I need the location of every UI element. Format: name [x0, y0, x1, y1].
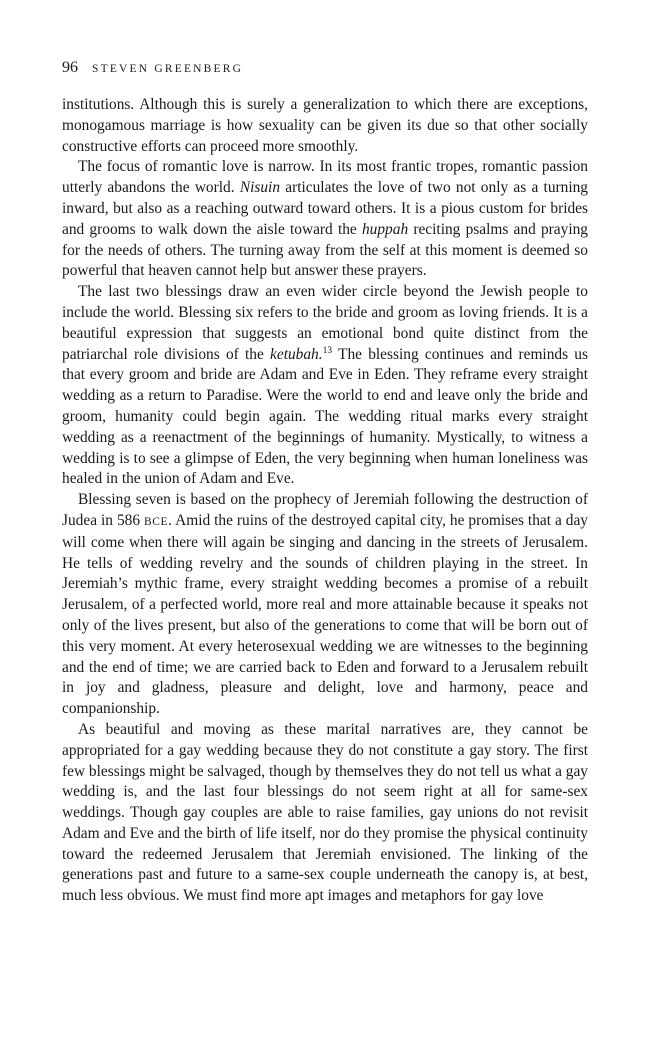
running-head-author: STEVEN GREENBERG	[92, 63, 244, 75]
body-text	[62, 95, 588, 907]
text-run: reciting psalms and praying for the needs of others. The turning away from the self at this moment is deemed so powerful that heaven cannot help but answer these prayers.	[62, 220, 588, 280]
text-run: . Amid the ruins of the destroyed capital city, he promises that a day will come when there will again be singing and dancing in the streets of Jerusalem. He tells of wedding revelry and the sounds of children playing in the street. In Jeremiah’s mythic frame, every straight wedding becomes a promise of a rebuilt Jerusalem, of a perfected world, more real and more attainable because it speaks not only of the lives present, but also of the generations to come that will be born out of this very moment. At every heterosexual wedding we are witnesses to the beginning and the end of time; we are carried back to Eden and forward to a Jerusalem rebuilt in joy and gladness, pleasure and delight, love and harmony, peace and companionship.	[62, 511, 588, 718]
text-run: The focus of romantic love is narrow. In its most frantic tropes, romantic passion utterly abandons the world.	[62, 158, 588, 197]
footnote-marker: 13	[322, 345, 333, 356]
paragraph	[62, 282, 588, 490]
text-run: The last two blessings draw an even wider circle beyond the Jewish people to include the world. Blessing six refers to the bride and groom as loving friends. It is a beautiful expression that suggests an emotional bond quite distinct from the patriarchal role divisions of the	[62, 283, 588, 363]
paragraph	[62, 95, 588, 157]
text-run: As beautiful and moving as these marital narratives are, they cannot be appropriated for a gay wedding because they do not constitute a gay story. The first few blessings might be salvaged, though by themselves they do not tell us what a gay wedding is, and the last four blessings do not seem right at all for same-sex weddings. Though gay couples are able to raise families, gay unions do not revisit Adam and Eve and the birth of life itself, nor do they promise the physical continuity toward the redeemed Jerusalem that Jeremiah envisioned. The linking of the generations past and future to a same-sex couple underneath the canopy is, at best, much less obvious. We must find more apt images and metaphors for gay love	[62, 720, 588, 905]
paragraph	[62, 157, 588, 282]
text-run: institutions. Although this is surely a generalization to which there are exceptions, monogamous marriage is how sexuality can be given its due so that other socially constructive efforts can proceed more smoothly.	[62, 96, 588, 155]
page-number: 96	[62, 59, 78, 76]
book-page	[62, 58, 588, 907]
era-abbreviation: BCE	[144, 515, 169, 528]
paragraph	[62, 720, 588, 907]
italic-term: huppah	[361, 220, 409, 238]
text-run: The blessing continues and reminds us that every groom and bride are Adam and Eve in Eden. They reframe every straight wedding as a return to Paradise. Were the world to end and leave only the bride and groom, humanity could begin again. The wedding ritual marks every straight wedding as a reenactment of the beginnings of humanity. Mystically, to witness a wedding is to see a glimpse of Eden, the very beginning when human loneliness was healed in the union of Adam and Eve.	[62, 345, 588, 488]
running-head	[62, 58, 588, 79]
text-run: Blessing seven is based on the prophecy of Jeremiah following the destruction of Judea in 586	[62, 491, 588, 529]
italic-term: ketubah.	[270, 345, 323, 363]
paragraph	[62, 490, 588, 720]
text-run: articulates the love of two not only as a turning inward, but also as a reaching outward toward others. It is a pious custom for brides and grooms to walk down the aisle toward the	[62, 179, 588, 238]
italic-term: Nisuin	[239, 179, 281, 197]
